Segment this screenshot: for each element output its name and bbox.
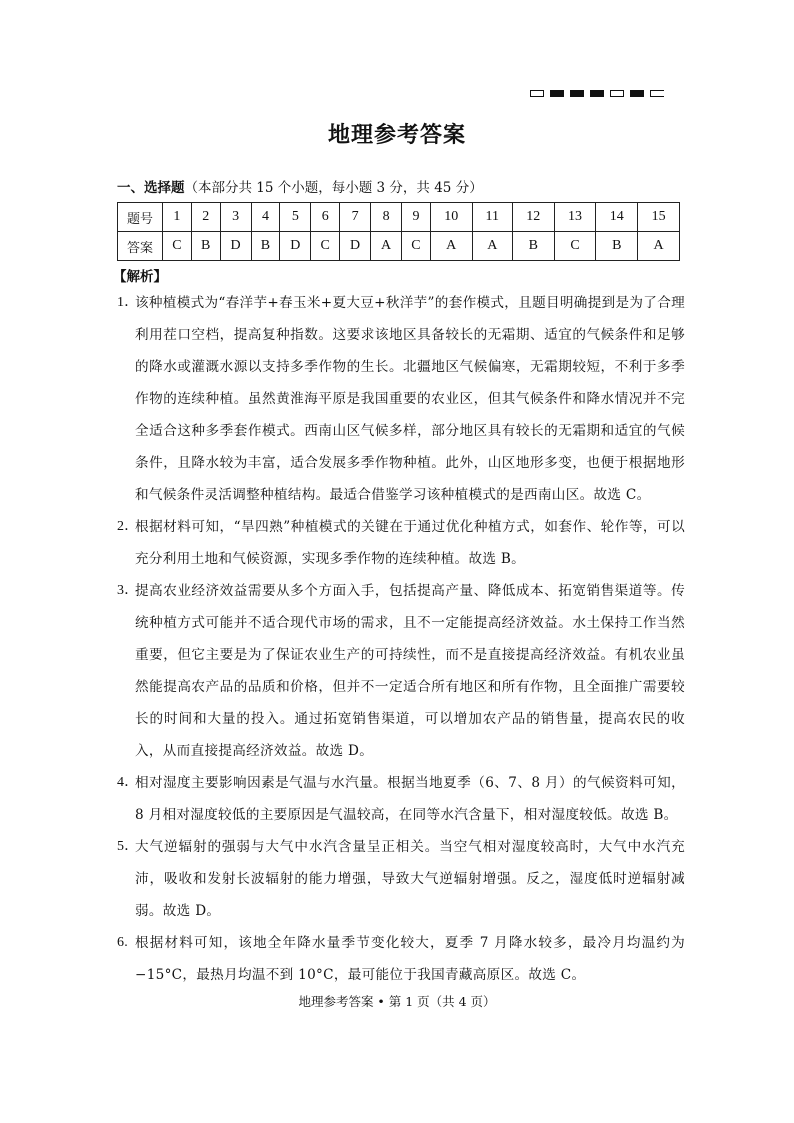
analysis-item-number: 3． [117, 583, 139, 598]
question-number-cell: 15 [638, 203, 680, 232]
answer-cell: A [430, 232, 472, 261]
question-number-cell: 2 [191, 203, 220, 232]
analysis-item-text: 提高农业经济效益需要从多个方面入手，包括提高产量、降低成本、拓宽销售渠道等。传统种植方式可能并不适合现代市场的需求，且不一定能提高经济效益。水土保持工作当然重要，但它主要是为了保证农业生产的可持续性，而不是直接提高经济效益。有机农业虽然能提高农产品的品质和价格，但并不一定适合所有地区和所有作物，且全面推广需要较长的时间和大量的投入。通过拓宽销售渠道，可以增加农产品的销售量，提高农民的收入，从而直接提高经济效益。故选 D。 [135, 583, 685, 759]
row-label-numbers: 题号 [118, 203, 163, 232]
analysis-item-text: 根据材料可知，该地全年降水量季节变化较大，夏季 7 月降水较多，最冷月均温约为−15°C，最热月均温不到 10°C，最可能位于我国青藏高原区。故选 C。 [135, 935, 685, 983]
answer-cell: C [163, 232, 192, 261]
table-row-answers [118, 232, 680, 261]
header-mark-hollow [610, 90, 624, 97]
row-label-answers: 答案 [118, 232, 163, 261]
answer-cell: C [554, 232, 596, 261]
answer-table [117, 202, 680, 261]
header-mark-filled [630, 90, 644, 97]
question-number-cell: 7 [340, 203, 371, 232]
analysis-item [117, 927, 685, 991]
analysis-item [117, 767, 685, 831]
page-footer: 地理参考答案 • 第 1 页（共 4 页） [298, 994, 496, 1009]
question-number-cell: 5 [280, 203, 311, 232]
analysis-item [117, 287, 685, 511]
question-number-cell: 3 [220, 203, 251, 232]
analysis-item-number: 1． [117, 295, 139, 310]
analysis-item-number: 4． [117, 775, 139, 790]
answer-cell: B [512, 232, 554, 261]
answer-cell: B [596, 232, 638, 261]
page-title: 地理参考答案 [327, 122, 466, 148]
answer-cell: B [191, 232, 220, 261]
header-marks [530, 90, 664, 97]
header-mark-filled [570, 90, 584, 97]
answer-cell: A [371, 232, 402, 261]
analysis-item-text: 相对湿度主要影响因素是气温与水汽量。根据当地夏季（6、7、8 月）的气候资料可知，8 月相对湿度较低的主要原因是气温较高，在同等水汽含量下，相对湿度较低。故选 B。 [135, 775, 685, 823]
header-mark-bracket [650, 90, 664, 97]
analysis-item-number: 2． [117, 519, 139, 534]
answer-cell: B [251, 232, 280, 261]
answer-cell: A [638, 232, 680, 261]
answer-cell: C [402, 232, 431, 261]
question-number-cell: 4 [251, 203, 280, 232]
answer-cell: C [311, 232, 340, 261]
analysis-item [117, 511, 685, 575]
analysis-item-number: 5． [117, 839, 139, 854]
header-mark-filled [590, 90, 604, 97]
question-number-cell: 6 [311, 203, 340, 232]
analysis-item-number: 6. [117, 935, 129, 950]
question-number-cell: 9 [402, 203, 431, 232]
answer-cell: A [472, 232, 512, 261]
header-mark-hollow [530, 90, 544, 97]
analysis-item-text: 根据材料可知，“旱四熟”种植模式的关键在于通过优化种植方式，如套作、轮作等，可以充分利用土地和气候资源，实现多季作物的连续种植。故选 B。 [135, 519, 685, 567]
answer-cell: D [220, 232, 251, 261]
analysis-item-text: 大气逆辐射的强弱与大气中水汽含量呈正相关。当空气相对湿度较高时，大气中水汽充沛，吸收和发射长波辐射的能力增强，导致大气逆辐射增强。反之，湿度低时逆辐射减弱。故选 D。 [135, 839, 685, 919]
question-number-cell: 12 [512, 203, 554, 232]
question-number-cell: 13 [554, 203, 596, 232]
answer-cell: D [280, 232, 311, 261]
header-mark-filled [550, 90, 564, 97]
analysis-label: 【解析】 [113, 269, 167, 285]
question-number-cell: 14 [596, 203, 638, 232]
section-title: 一、选择题 [117, 180, 185, 196]
question-number-cell: 1 [163, 203, 192, 232]
analysis-item [117, 831, 685, 927]
table-row-numbers [118, 203, 680, 232]
answer-cell: D [340, 232, 371, 261]
section-heading [117, 176, 483, 196]
analysis-item [117, 575, 685, 767]
question-number-cell: 11 [472, 203, 512, 232]
question-number-cell: 8 [371, 203, 402, 232]
analysis-list [117, 287, 685, 991]
analysis-item-text: 该种植模式为“春洋芋+春玉米+夏大豆+秋洋芋”的套作模式，且题目明确提到是为了合理利用茬口空档，提高复种指数。这要求该地区具备较长的无霜期、适宜的气候条件和足够的降水或灌溉水源以支持多季作物的生长。北疆地区气候偏寒，无霜期较短，不利于多季作物的连续种植。虽然黄淮海平原是我国重要的农业区，但其气候条件和降水情况并不完全适合这种多季套作模式。西南山区气候多样，部分地区具有较长的无霜期和适宜的气候条件，且降水较为丰富，适合发展多季作物种植。此外，山区地形多变，也便于根据地形和气候条件灵活调整种植结构。最适合借鉴学习该种植模式的是西南山区。故选 C。 [135, 295, 685, 503]
question-number-cell: 10 [430, 203, 472, 232]
section-note: （本部分共 15 个小题，每小题 3 分，共 45 分） [184, 180, 483, 196]
